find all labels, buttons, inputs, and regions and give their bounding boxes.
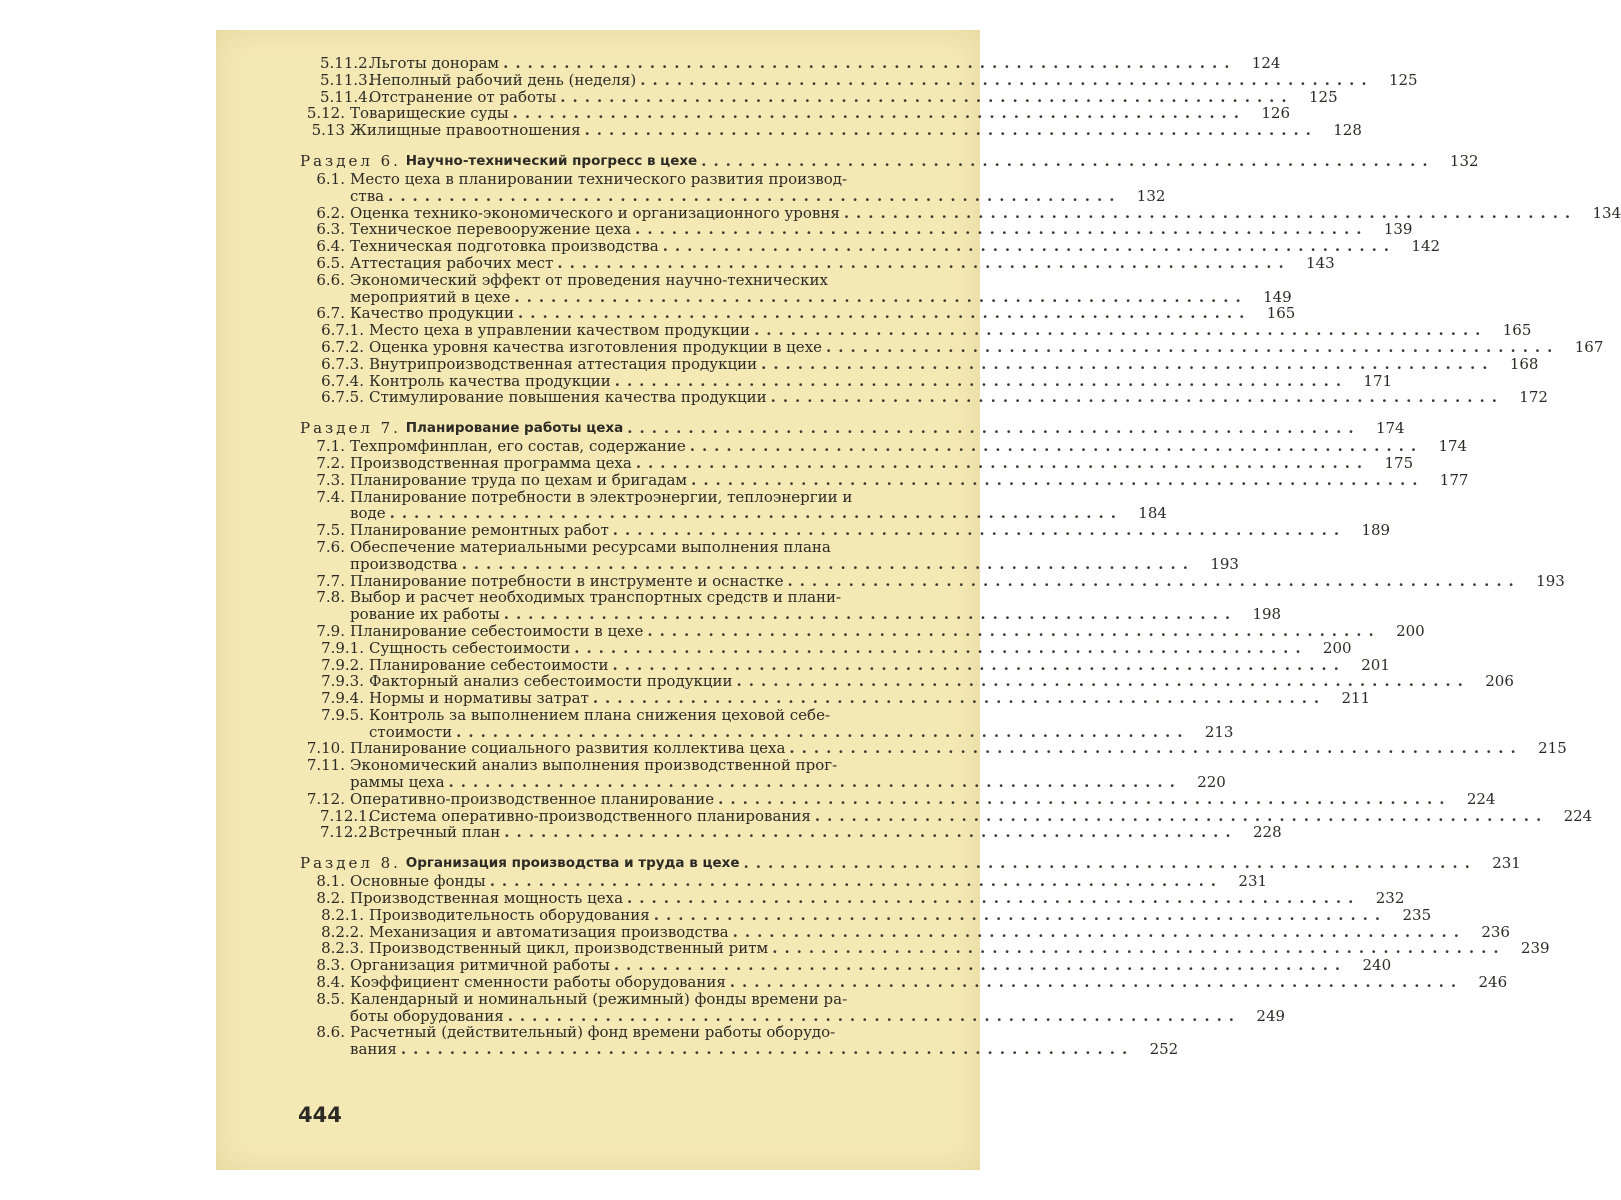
entry-title: Место цеха в планировании технического развития производ- <box>350 169 848 188</box>
entry-number: 8.2.2. <box>321 922 364 941</box>
leader-dots: ............................................................ <box>701 151 1435 170</box>
entry-title: Обеспечение материальными ресурсами выполнения плана <box>350 537 831 556</box>
toc-entry <box>300 554 1239 573</box>
entry-page-number: 198 <box>1252 605 1282 624</box>
leader-dots: ............................................................ <box>689 437 1424 456</box>
entry-page-number: 165 <box>1502 321 1532 340</box>
toc-entry <box>300 186 1166 205</box>
toc-section-heading <box>300 853 1521 873</box>
entry-page-number: 174 <box>1438 437 1468 456</box>
entry-number: 7.2. <box>316 453 345 472</box>
entry-page-number: 168 <box>1509 354 1539 373</box>
leader-dots: ............................................................ <box>503 54 1237 72</box>
toc-entry <box>300 789 1496 808</box>
toc-entry <box>300 1040 1179 1059</box>
entry-title: Производственная мощность цеха <box>350 889 624 908</box>
entry-title: Коэффициент сменности работы оборудования <box>350 973 726 992</box>
toc-entry <box>300 54 1281 72</box>
entry-page-number: 134 <box>1592 203 1621 222</box>
entry-page-number: 211 <box>1341 689 1371 708</box>
entry-page-number: 132 <box>1136 186 1166 205</box>
leader-dots: ............................................................ <box>736 672 1470 691</box>
leader-dots: ............................................................ <box>640 70 1374 89</box>
entry-number: 7.8. <box>316 588 345 607</box>
entry-title: Планирование потребности в инструменте и оснастке <box>350 571 784 590</box>
entry-page-number: 224 <box>1466 789 1496 808</box>
entry-title: раммы цеха <box>350 773 445 792</box>
leader-dots: ............................................................ <box>653 905 1388 924</box>
toc-entry <box>300 655 1390 674</box>
entry-number: 7.12. <box>306 789 345 808</box>
leader-dots: ............................................................ <box>592 689 1327 708</box>
entry-page-number: 252 <box>1149 1040 1179 1059</box>
entry-number: 7.3. <box>316 470 345 489</box>
entry-number: 5.12. <box>306 104 345 123</box>
entry-number: 8.5. <box>316 989 345 1008</box>
entry-number: 6.2. <box>316 203 345 222</box>
entry-number: 7.9.2. <box>321 655 364 674</box>
entry-title: Система оперативно-производственного планирования <box>369 806 811 825</box>
toc-entry <box>300 104 1291 123</box>
entry-page-number: 126 <box>1261 104 1291 123</box>
toc-entry <box>300 321 1532 340</box>
entry-number: 6.7.2. <box>321 337 364 356</box>
entry-title: Экономический анализ выполнения производственной прог- <box>350 756 838 775</box>
entry-title: Место цеха в управлении качеством продукции <box>369 321 751 340</box>
entry-title: Производственная программа цеха <box>350 453 632 472</box>
entry-page-number: 246 <box>1478 973 1508 992</box>
toc-entry <box>300 956 1392 975</box>
entry-title: Календарный и номинальный (режимный) фонды времени ра- <box>350 989 848 1008</box>
entry-number: 7.1. <box>316 437 345 456</box>
toc-entry <box>300 504 1167 523</box>
toc-entry <box>300 453 1414 472</box>
entry-title: Расчетный (действительный) фонд времени работы оборудо- <box>350 1023 836 1042</box>
page-number: 444 <box>298 1103 342 1127</box>
entry-page-number: 224 <box>1563 806 1593 825</box>
entry-number: 8.6. <box>316 1023 345 1042</box>
section-title: Научно-технический прогресс в цехе <box>405 152 698 169</box>
entry-page-number: 200 <box>1396 621 1425 640</box>
entry-number: 7.4. <box>316 487 345 506</box>
toc-entry <box>300 589 930 606</box>
entry-title: Техпромфинплан, его состав, содержание <box>350 437 686 456</box>
entry-title: вания <box>350 1040 397 1059</box>
toc-entry <box>300 70 1418 89</box>
leader-dots: ............................................................ <box>843 203 1578 222</box>
toc-entry <box>300 922 1510 941</box>
entry-number: 5.11.3. <box>320 70 373 89</box>
entry-page-number: 171 <box>1363 371 1393 390</box>
leader-dots: ............................................................ <box>448 773 1182 792</box>
entry-page-number: 239 <box>1520 939 1550 958</box>
entry-number: 6.4. <box>316 237 345 256</box>
entry-number: 6.3. <box>316 220 345 239</box>
leader-dots: ............................................................ <box>772 939 1506 958</box>
toc-entry <box>300 707 930 724</box>
entry-title: Неполный рабочий день (неделя) <box>369 70 637 89</box>
toc-entry <box>300 973 1508 992</box>
entry-page-number: 189 <box>1361 521 1391 540</box>
leader-dots: ............................................................ <box>789 739 1523 758</box>
entry-number: 8.2.1. <box>321 905 364 924</box>
leader-dots: ............................................................ <box>504 823 1238 842</box>
toc-entry <box>300 739 1567 758</box>
toc-section-heading <box>300 418 1405 438</box>
entry-page-number: 249 <box>1256 1006 1286 1025</box>
entry-page-number: 177 <box>1439 470 1469 489</box>
leader-dots: ............................................................ <box>647 621 1381 640</box>
entry-page-number: 165 <box>1266 304 1296 323</box>
entry-number: 7.11. <box>306 756 345 775</box>
entry-title: Контроль за выполнением плана снижения цеховой себе- <box>369 705 831 724</box>
leader-dots: ............................................................ <box>814 806 1549 825</box>
leader-dots: ............................................................ <box>718 789 1452 808</box>
leader-dots: ............................................................ <box>560 87 1294 106</box>
leader-dots: ............................................................ <box>514 287 1248 306</box>
entry-number: 6.7.4. <box>321 371 364 390</box>
leader-dots: ............................................................ <box>614 371 1349 390</box>
leader-dots: ............................................................ <box>388 186 1122 205</box>
entry-title: Планирование потребности в электроэнергии, теплоэнергии и <box>350 487 853 506</box>
entry-title: Отстранение от работы <box>369 87 557 106</box>
entry-title: Техническое перевооружение цеха <box>350 220 632 239</box>
toc-entry <box>300 621 1425 640</box>
entry-title: Нормы и нормативы затрат <box>369 689 589 708</box>
toc-entry <box>300 287 1292 306</box>
entry-number: 8.4. <box>316 973 345 992</box>
toc-entry <box>300 371 1393 390</box>
entry-page-number: 236 <box>1481 922 1510 941</box>
toc-section-heading <box>300 151 1479 171</box>
entry-title: ства <box>350 186 385 205</box>
toc-entry <box>300 388 1548 407</box>
toc-entry <box>300 889 1405 908</box>
entry-number: 5.13 <box>311 121 345 140</box>
entry-title: Встречный план <box>369 823 501 842</box>
leader-dots: ............................................................ <box>584 121 1318 140</box>
section-title: Планирование работы цеха <box>405 419 624 436</box>
entry-title: воде <box>350 504 386 523</box>
entry-title: Оценка технико-экономического и организационного уровня <box>350 203 840 222</box>
leader-dots: ............................................................ <box>507 1006 1242 1025</box>
entry-number: 7.9.4. <box>321 689 364 708</box>
entry-title: Планирование себестоимости <box>369 655 609 674</box>
entry-title: Сущность себестоимости <box>369 638 571 657</box>
entry-page-number: 193 <box>1210 554 1239 573</box>
toc-entry <box>300 521 1391 540</box>
toc-entry <box>300 237 1441 256</box>
toc-entry <box>300 304 1296 323</box>
toc-entry <box>300 220 1413 239</box>
toc-entry <box>300 171 930 188</box>
toc-entry <box>300 757 930 774</box>
entry-number: 7.10. <box>306 739 345 758</box>
entry-number: 7.9.3. <box>321 672 364 691</box>
leader-dots: ............................................................ <box>729 973 1464 992</box>
entry-page-number: 232 <box>1375 889 1405 908</box>
toc-entry <box>300 1024 930 1041</box>
entry-number: 7.9.5. <box>321 705 364 724</box>
toc-entry <box>300 437 1468 456</box>
leader-dots: ............................................................ <box>662 237 1397 256</box>
toc-entry <box>300 203 1621 222</box>
entry-page-number: 167 <box>1574 337 1604 356</box>
toc-entry <box>300 539 930 556</box>
entry-number: 8.3. <box>316 956 345 975</box>
entry-number: 7.7. <box>316 571 345 590</box>
entry-page-number: 124 <box>1251 54 1281 72</box>
entry-title: Механизация и автоматизация производства <box>369 922 729 941</box>
leader-dots: ............................................................ <box>743 853 1477 872</box>
leader-dots: ............................................................ <box>761 354 1495 373</box>
entry-title: Планирование социального развития коллектива цеха <box>350 739 786 758</box>
entry-number: 6.7. <box>316 304 345 323</box>
entry-page-number: 193 <box>1536 571 1565 590</box>
entry-number: 8.1. <box>316 872 345 891</box>
entry-number: 8.2.3. <box>321 939 364 958</box>
leader-dots: ............................................................ <box>635 220 1369 239</box>
toc-entry <box>300 823 1282 842</box>
entry-page-number: 143 <box>1306 253 1335 272</box>
entry-page-number: 184 <box>1138 504 1167 523</box>
section-page-number: 174 <box>1375 418 1405 437</box>
leader-dots: ............................................................ <box>503 605 1238 624</box>
section-label: Раздел 6. <box>300 151 401 170</box>
entry-title: боты оборудования <box>350 1006 504 1025</box>
entry-title: рование их работы <box>350 605 500 624</box>
entry-title: Выбор и расчет необходимых транспортных средств и плани- <box>350 588 842 607</box>
section-page-number: 231 <box>1492 853 1521 872</box>
entry-title: Производственный цикл, производственный ритм <box>369 939 769 958</box>
leader-dots: ............................................................ <box>400 1040 1135 1059</box>
toc-entry <box>300 470 1469 489</box>
entry-title: Товарищеские суды <box>350 104 509 123</box>
leader-dots: ............................................................ <box>574 638 1308 657</box>
entry-number: 6.7.5. <box>321 388 364 407</box>
toc-entry <box>300 605 1282 624</box>
entry-title: Факторный анализ себестоимости продукции <box>369 672 733 691</box>
entry-title: Основные фонды <box>350 872 486 891</box>
entry-page-number: 228 <box>1253 823 1282 842</box>
entry-page-number: 235 <box>1402 905 1432 924</box>
toc-entry <box>300 991 930 1008</box>
entry-number: 7.5. <box>316 521 345 540</box>
table-of-contents <box>300 54 1621 1059</box>
leader-dots: ............................................................ <box>691 470 1425 489</box>
entry-title: Производительность оборудования <box>369 905 650 924</box>
leader-dots: ............................................................ <box>635 453 1370 472</box>
toc-entry <box>300 689 1371 708</box>
entry-number: 5.11.4. <box>320 87 373 106</box>
entry-title: Оперативно-производственное планирование <box>350 789 715 808</box>
entry-title: стоимости <box>369 722 453 741</box>
entry-number: 7.12.1. <box>320 806 373 825</box>
toc-entry <box>300 121 1362 140</box>
entry-page-number: 200 <box>1322 638 1352 657</box>
book-page <box>216 30 1621 1170</box>
section-title: Организация производства и труда в цехе <box>405 854 740 871</box>
toc-entry <box>300 638 1352 657</box>
toc-entry <box>300 489 930 506</box>
entry-title: Техническая подготовка производства <box>350 237 659 256</box>
entry-number: 6.7.1. <box>321 321 364 340</box>
leader-dots: ............................................................ <box>489 872 1224 891</box>
leader-dots: ............................................................ <box>612 655 1346 674</box>
entry-title: Внутрипроизводственная аттестация продукции <box>369 354 758 373</box>
entry-title: Организация ритмичной работы <box>350 956 610 975</box>
entry-title: Аттестация рабочих мест <box>350 253 554 272</box>
entry-page-number: 142 <box>1411 237 1441 256</box>
entry-page-number: 213 <box>1204 722 1234 741</box>
toc-entry <box>300 773 1226 792</box>
leader-dots: ............................................................ <box>826 337 1560 356</box>
entry-title: Качество продукции <box>350 304 514 323</box>
toc-entry <box>300 571 1565 590</box>
entry-number: 6.6. <box>316 270 345 289</box>
toc-entry <box>300 939 1550 958</box>
entry-title: мероприятий в цехе <box>350 287 511 306</box>
toc-entry <box>300 272 930 289</box>
entry-title: Планирование труда по цехам и бригадам <box>350 470 688 489</box>
entry-number: 6.7.3. <box>321 354 364 373</box>
toc-entry <box>300 337 1604 356</box>
leader-dots: ............................................................ <box>389 504 1123 523</box>
section-label: Раздел 7. <box>300 418 401 437</box>
leader-dots: ............................................................ <box>732 922 1466 941</box>
entry-title: Стимулирование повышения качества продукции <box>369 388 767 407</box>
entry-page-number: 231 <box>1238 872 1268 891</box>
entry-title: производства <box>350 554 458 573</box>
entry-page-number: 128 <box>1333 121 1362 140</box>
toc-entry <box>300 253 1335 272</box>
leader-dots: ............................................................ <box>461 554 1195 573</box>
entry-number: 6.5. <box>316 253 345 272</box>
toc-entry <box>300 872 1268 891</box>
toc-entry <box>300 87 1338 106</box>
leader-dots: ............................................................ <box>770 388 1504 407</box>
entry-number: 7.6. <box>316 537 345 556</box>
entry-title: Оценка уровня качества изготовления продукции в цехе <box>369 337 823 356</box>
entry-page-number: 149 <box>1263 287 1292 306</box>
leader-dots: ............................................................ <box>613 956 1348 975</box>
leader-dots: ............................................................ <box>627 418 1361 437</box>
toc-entry <box>300 722 1234 741</box>
entry-page-number: 125 <box>1309 87 1338 106</box>
leader-dots: ............................................................ <box>627 889 1361 908</box>
entry-title: Жилищные правоотношения <box>350 121 581 140</box>
entry-number: 5.11.2. <box>320 54 373 72</box>
leader-dots: ............................................................ <box>557 253 1291 272</box>
toc-entry <box>300 1006 1286 1025</box>
entry-page-number: 220 <box>1197 773 1226 792</box>
entry-page-number: 172 <box>1519 388 1548 407</box>
toc-entry <box>300 905 1432 924</box>
entry-title: Льготы донорам <box>369 54 500 72</box>
entry-page-number: 175 <box>1384 453 1414 472</box>
leader-dots: ............................................................ <box>456 722 1190 741</box>
entry-page-number: 240 <box>1362 956 1392 975</box>
leader-dots: ............................................................ <box>512 104 1247 123</box>
toc-entry <box>300 672 1514 691</box>
entry-page-number: 215 <box>1538 739 1567 758</box>
entry-number: 6.1. <box>316 169 345 188</box>
entry-number: 7.12.2. <box>320 823 373 842</box>
entry-page-number: 139 <box>1383 220 1413 239</box>
toc-entry <box>300 354 1539 373</box>
entry-title: Контроль качества продукции <box>369 371 611 390</box>
entry-page-number: 201 <box>1361 655 1390 674</box>
entry-page-number: 206 <box>1485 672 1514 691</box>
section-page-number: 132 <box>1449 151 1479 170</box>
leader-dots: ............................................................ <box>754 321 1488 340</box>
entry-number: 7.9. <box>316 621 345 640</box>
entry-number: 7.9.1. <box>321 638 364 657</box>
leader-dots: ............................................................ <box>787 571 1521 590</box>
entry-title: Планирование себестоимости в цехе <box>350 621 644 640</box>
section-label: Раздел 8. <box>300 853 401 872</box>
entry-number: 8.2. <box>316 889 345 908</box>
leader-dots: ............................................................ <box>612 521 1347 540</box>
entry-title: Планирование ремонтных работ <box>350 521 609 540</box>
leader-dots: ............................................................ <box>518 304 1252 323</box>
entry-page-number: 125 <box>1388 70 1418 89</box>
toc-entry <box>300 806 1593 825</box>
entry-title: Экономический эффект от проведения научно-технических <box>350 270 828 289</box>
